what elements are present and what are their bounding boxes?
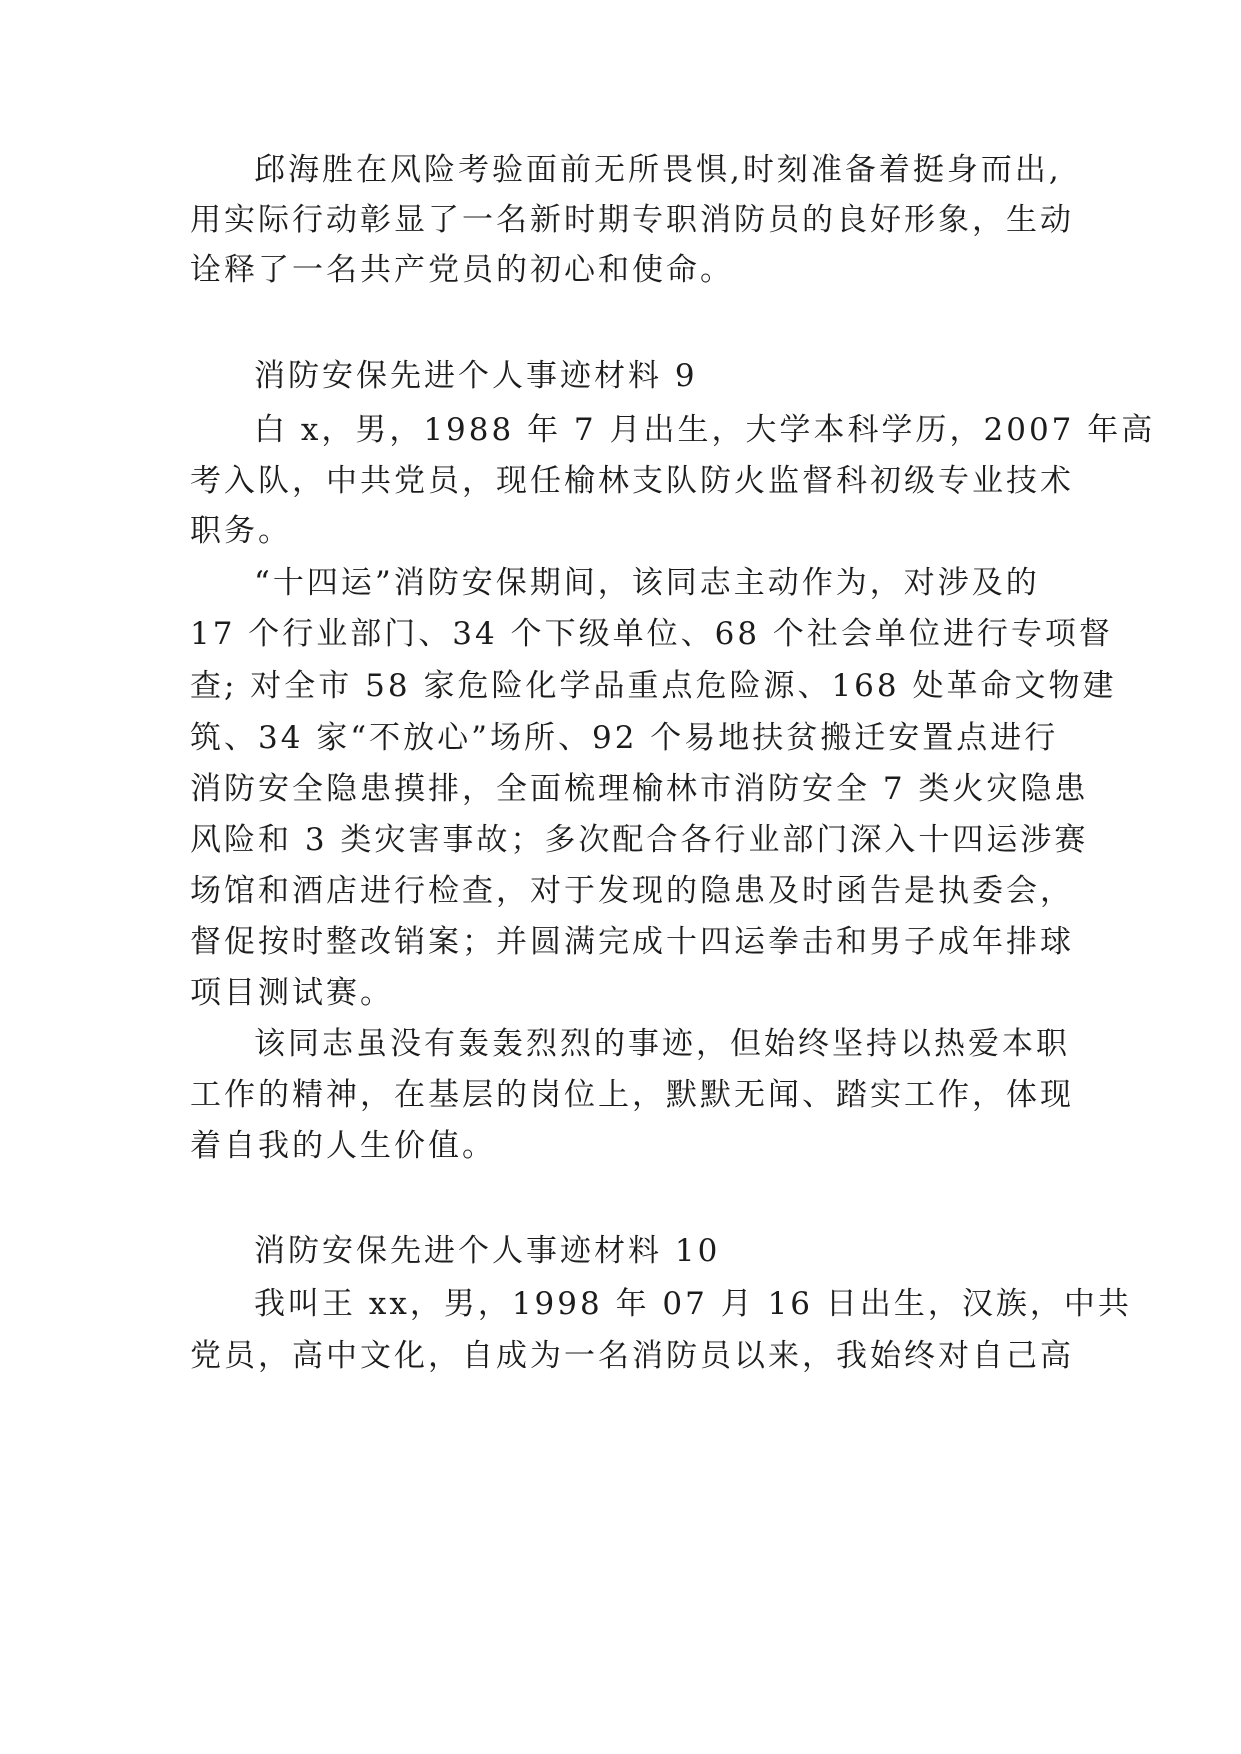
paragraph-line: 消防安全隐患摸排，全面梳理榆林市消防安全 7 类火灾隐患 (190, 771, 1089, 807)
section-heading: 消防安保先进个人事迹材料 9 (254, 358, 698, 394)
paragraph-line: 督促按时整改销案；并圆满完成十四运拳击和男子成年排球 (190, 924, 1074, 960)
paragraph-line: 我叫王 xx，男，1998 年 07 月 16 日出生，汉族，中共 (254, 1286, 1132, 1322)
paragraph-line: “十四运”消防安保期间，该同志主动作为，对涉及的 (254, 565, 1040, 601)
paragraph-line: 风险和 3 类灾害事故；多次配合各行业部门深入十四运涉赛 (190, 822, 1089, 858)
paragraph-line: 项目测试赛。 (190, 975, 394, 1011)
paragraph-line: 工作的精神，在基层的岗位上，默默无闻、踏实工作，体现 (190, 1077, 1074, 1113)
paragraph-line: 考入队，中共党员，现任榆林支队防火监督科初级专业技术 (190, 463, 1074, 499)
paragraph-line: 职务。 (190, 513, 292, 549)
paragraph-line: 查; 对全市 58 家危险化学品重点危险源、168 处革命文物建 (190, 668, 1117, 704)
paragraph-line: 诠释了一名共产党员的初心和使命。 (190, 252, 734, 288)
paragraph-line: 该同志虽没有轰轰烈烈的事迹，但始终坚持以热爱本职 (254, 1026, 1070, 1062)
paragraph-line: 白 x，男，1988 年 7 月出生，大学本科学历，2007 年高 (254, 412, 1156, 448)
paragraph-line: 党员，高中文化，自成为一名消防员以来，我始终对自己高 (190, 1338, 1074, 1374)
paragraph-line: 着自我的人生价值。 (190, 1128, 496, 1164)
section-heading: 消防安保先进个人事迹材料 10 (254, 1233, 721, 1269)
paragraph-line: 17 个行业部门、34 个下级单位、68 个社会单位进行专项督 (190, 616, 1113, 652)
paragraph-line: 场馆和酒店进行检查，对于发现的隐患及时函告是执委会， (190, 873, 1074, 909)
paragraph-line: 邱海胜在风险考验面前无所畏惧,时刻准备着挺身而出, (254, 152, 1062, 188)
paragraph-line: 用实际行动彰显了一名新时期专职消防员的良好形象，生动 (190, 202, 1074, 238)
paragraph-line: 筑、34 家“不放心”场所、92 个易地扶贫搬迁安置点进行 (190, 720, 1059, 756)
